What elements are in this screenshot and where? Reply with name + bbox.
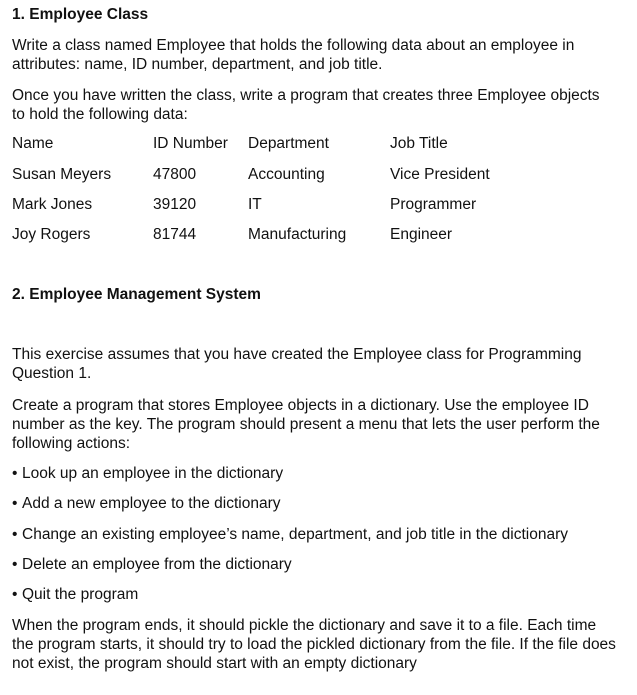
section-1-paragraph-2: [12, 86, 632, 124]
section-2-paragraph-3: [12, 616, 632, 673]
paragraph-line: Create a program that stores Employee objects in a dictionary. Use the employee ID: [12, 397, 589, 414]
paragraph-line: This exercise assumes that you have created the Employee class for Programming: [12, 346, 582, 363]
table-cell-department: Manufacturing: [248, 226, 347, 243]
list-item: [12, 464, 632, 483]
section-2-paragraph-1: [12, 345, 632, 383]
paragraph-line: following actions:: [12, 435, 131, 452]
table-cell-id: 39120: [153, 196, 197, 213]
table-row: [12, 165, 632, 185]
paragraph-line: not exist, the program should start with an empty dictionary: [12, 655, 417, 672]
list-item: [12, 525, 632, 544]
section-2-title: 2. Employee Management System: [12, 286, 261, 303]
paragraph-line: to hold the following data:: [12, 106, 188, 123]
paragraph-line: Question 1.: [12, 365, 92, 382]
table-row: [12, 195, 632, 215]
table-header-job-title: Job Title: [390, 135, 448, 152]
list-item: [12, 555, 632, 574]
table-cell-name: Susan Meyers: [12, 166, 112, 183]
table-cell-job-title: Vice President: [390, 166, 490, 183]
table-cell-job-title: Engineer: [390, 226, 453, 243]
paragraph-line: the program starts, it should try to load the pickled dictionary from the file. If the file does: [12, 636, 616, 653]
bullet-icon: •: [12, 556, 18, 573]
table-cell-department: IT: [248, 196, 262, 213]
table-row: [12, 225, 632, 245]
bullet-icon: •: [12, 586, 18, 603]
list-item-text: Quit the program: [22, 586, 139, 603]
table-header-id: ID Number: [153, 135, 228, 152]
list-item-text: Look up an employee in the dictionary: [22, 465, 284, 482]
table-cell-job-title: Programmer: [390, 196, 477, 213]
table-cell-name: Mark Jones: [12, 196, 93, 213]
list-item-text: Change an existing employee’s name, department, and job title in the dictionary: [22, 526, 568, 543]
bullet-icon: •: [12, 465, 18, 482]
bullet-icon: •: [12, 495, 18, 512]
list-item-text: Delete an employee from the dictionary: [22, 556, 292, 573]
list-item: [12, 494, 632, 513]
paragraph-line: Once you have written the class, write a program that creates three Employee objects: [12, 87, 600, 104]
list-item: [12, 585, 632, 604]
section-1-title: 1. Employee Class: [12, 6, 149, 23]
list-item-text: Add a new employee to the dictionary: [22, 495, 281, 512]
section-2-paragraph-2: [12, 396, 632, 453]
table-header-name: Name: [12, 135, 54, 152]
table-cell-id: 47800: [153, 166, 197, 183]
paragraph-line: attributes: name, ID number, department, and job title.: [12, 56, 383, 73]
bullet-icon: •: [12, 526, 18, 543]
table-cell-name: Joy Rogers: [12, 226, 91, 243]
section-1-paragraph-1: [12, 36, 632, 74]
table-header-department: Department: [248, 135, 329, 152]
paragraph-line: When the program ends, it should pickle the dictionary and save it to a file. Each time: [12, 617, 597, 634]
table-cell-id: 81744: [153, 226, 197, 243]
table-cell-department: Accounting: [248, 166, 325, 183]
paragraph-line: number as the key. The program should present a menu that lets the user perform the: [12, 416, 600, 433]
paragraph-line: Write a class named Employee that holds the following data about an employee in: [12, 37, 575, 54]
table-header-row: [12, 134, 632, 154]
